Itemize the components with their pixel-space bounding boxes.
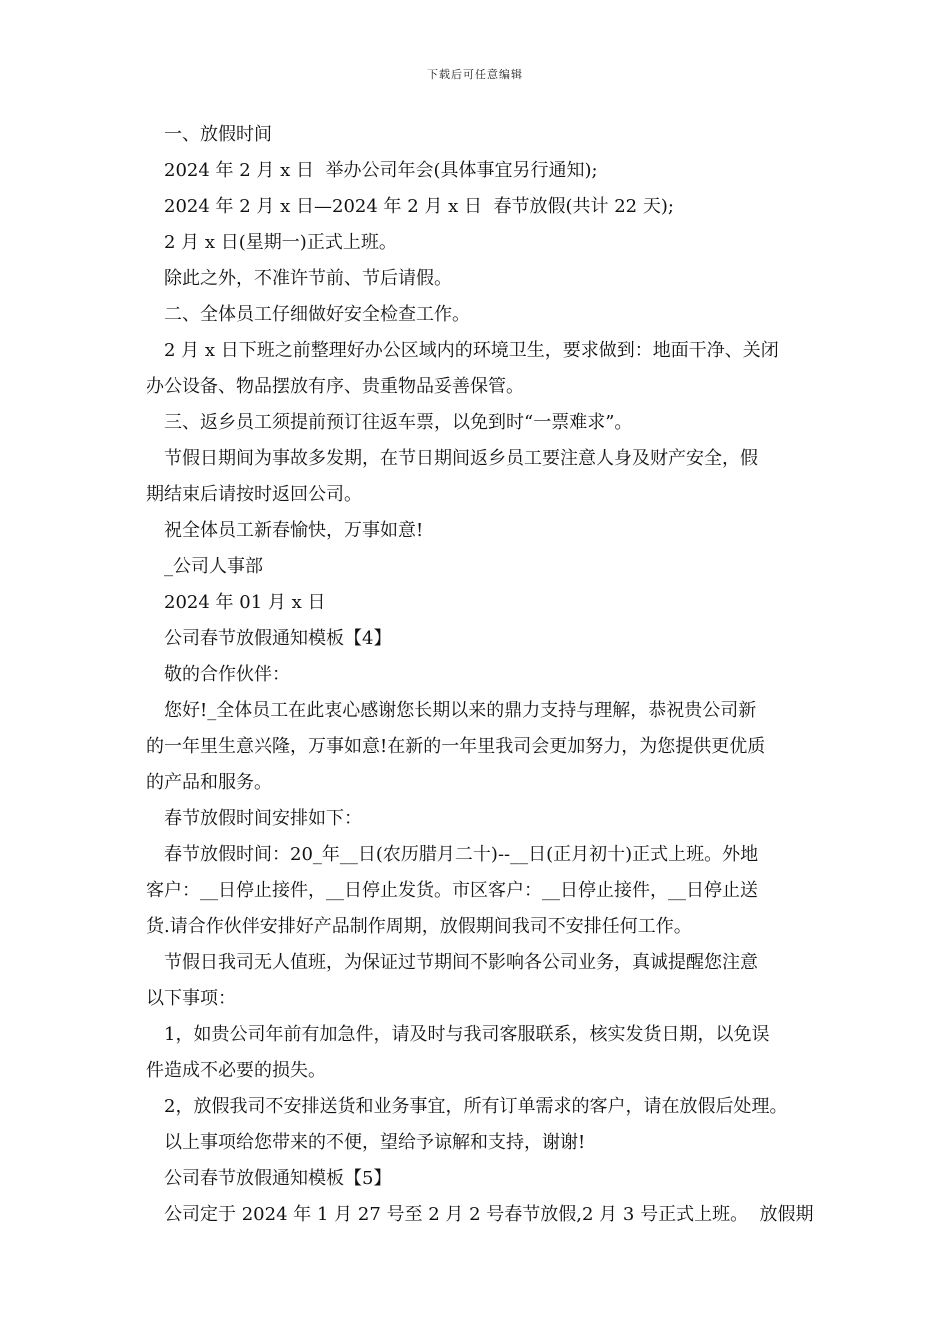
text-line: 2024 年 2 月 x 日—2024 年 2 月 x 日 春节放假(共计 22 天);: [164, 196, 674, 217]
text-line: 节假日期间为事故多发期，在节日期间返乡员工要注意人身及财产安全，假: [164, 448, 758, 469]
text-line: 一、放假时间: [164, 124, 272, 145]
text-line: 公司春节放假通知模板【5】: [164, 1168, 392, 1189]
text-line: 二、全体员工仔细做好安全检查工作。: [164, 304, 470, 325]
text-line: 2024 年 01 月 x 日: [164, 592, 326, 613]
text-line: 您好!_全体员工在此衷心感谢您长期以来的鼎力支持与理解，恭祝贵公司新: [164, 700, 757, 721]
text-line: 春节放假时间安排如下：: [164, 808, 362, 829]
page-header: 下载后可任意编辑: [427, 68, 523, 81]
text-line: 公司定于 2024 年 1 月 27 号至 2 月 2 号春节放假,2 月 3 号正式上班。 放假期: [164, 1204, 814, 1225]
text-line: 的一年里生意兴隆，万事如意!在新的一年里我司会更加努力，为您提供更优质: [146, 736, 766, 757]
text-line: 祝全体员工新春愉快，万事如意!: [164, 520, 424, 541]
text-line: 节假日我司无人值班，为保证过节期间不影响各公司业务，真诚提醒您注意: [164, 952, 758, 973]
text-line: 2 月 x 日下班之前整理好办公区域内的环境卫生，要求做到：地面干净、关闭: [164, 340, 779, 361]
text-line: 件造成不必要的损失。: [146, 1060, 326, 1081]
text-line: 的产品和服务。: [146, 772, 272, 793]
text-line: 客户：__日停止接件，__日停止发货。市区客户：__日停止接件，__日停止送: [146, 880, 758, 901]
text-line: 除此之外，不准许节前、节后请假。: [164, 268, 452, 289]
text-line: 2024 年 2 月 x 日 举办公司年会(具体事宜另行通知);: [164, 160, 598, 181]
text-line: 2，放假我司不安排送货和业务事宜，所有订单需求的客户，请在放假后处理。: [164, 1096, 788, 1117]
text-line: 货.请合作伙伴安排好产品制作周期，放假期间我司不安排任何工作。: [146, 916, 692, 937]
text-line: _公司人事部: [164, 556, 263, 577]
text-line: 以上事项给您带来的不便，望给予谅解和支持，谢谢!: [164, 1132, 586, 1153]
text-line: 春节放假时间：20_年__日(农历腊月二十)--__日(正月初十)正式上班。外地: [164, 844, 759, 865]
text-line: 期结束后请按时返回公司。: [146, 484, 362, 505]
document-body: [146, 117, 822, 1233]
text-line: 敬的合作伙伴：: [164, 664, 290, 685]
text-line: 2 月 x 日(星期一)正式上班。: [164, 232, 397, 253]
text-line: 以下事项：: [146, 988, 236, 1009]
text-line: 公司春节放假通知模板【4】: [164, 628, 392, 649]
text-line: 1，如贵公司年前有加急件，请及时与我司客服联系，核实发货日期，以免误: [164, 1024, 770, 1045]
text-line: 办公设备、物品摆放有序、贵重物品妥善保管。: [146, 376, 524, 397]
text-line: 三、返乡员工须提前预订往返车票，以免到时“一票难求”。: [164, 412, 633, 433]
